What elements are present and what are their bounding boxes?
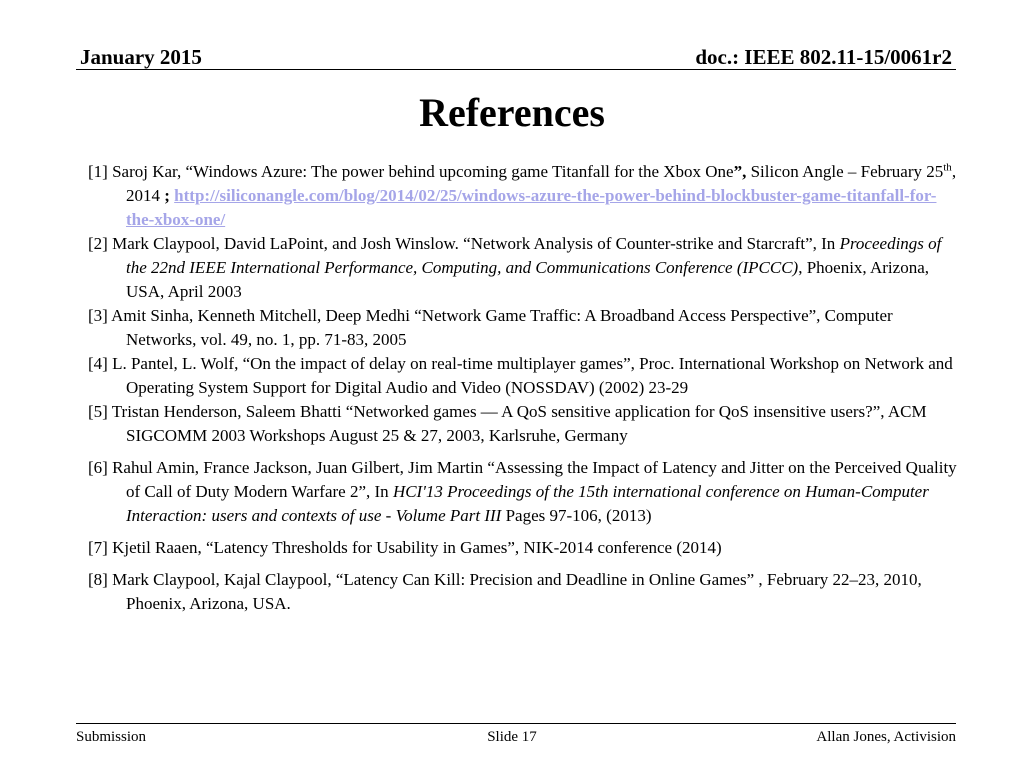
footer-divider — [76, 723, 956, 724]
reference-4: [4] L. Pantel, L. Wolf, “On the impact of delay on real-time multiplayer games”, Proc. International Workshop on Network and Operating System Support for Digital Audio and Video (NOSSDAV) (2002) 23-29 — [88, 354, 953, 397]
reference-6-text: [6] Rahul Amin, France Jackson, Juan Gilbert, Jim Martin “Assessing the Impact of Latency and Jitter on the Perceived Quality of Call of Duty Modern Warfare 2”, In — [88, 458, 957, 501]
reference-list — [88, 160, 958, 616]
reference-2 — [88, 232, 958, 304]
footer-submission: Submission — [76, 729, 147, 745]
slide-title: References — [419, 90, 605, 135]
reference-1-separator: ; — [164, 186, 170, 205]
reference-1-text: [1] Saroj Kar, “Windows Azure: The power behind upcoming game Titanfall for the Xbox One — [88, 162, 734, 181]
footer-slide-number: Slide 17 — [487, 729, 537, 745]
footer-author: Allan Jones, Activision — [816, 729, 956, 745]
reference-3: [3] Amit Sinha, Kenneth Mitchell, Deep Medhi “Network Game Traffic: A Broadband Access Perspective”, Computer Networks, vol. 49, no. 1, pp. 71-83, 2005 — [88, 306, 893, 349]
reference-7: [7] Kjetil Raaen, “Latency Thresholds for Usability in Games”, NIK-2014 conference (2014) — [88, 538, 722, 557]
reference-6-pages: Pages 97-106, (2013) — [501, 506, 652, 525]
reference-1-quote-close: ”, — [733, 162, 747, 181]
reference-2-venue: Proceedings of the 22nd IEEE International Performance, Computing, and Communications Conference (IPCCC) — [126, 234, 942, 277]
reference-1 — [88, 160, 958, 232]
reference-1-year: , 2014 — [126, 162, 957, 205]
reference-1-link[interactable]: http://siliconangle.com/blog/2014/02/25/windows-azure-the-power-behind-blockbuster-game-titanfall-for-the-xbox-one/ — [126, 186, 937, 229]
reference-8: [8] Mark Claypool, Kajal Claypool, “Latency Can Kill: Precision and Deadline in Online Games” , February 22–23, 2010, Phoenix, Arizona, USA. — [88, 570, 922, 613]
reference-2-text: [2] Mark Claypool, David LaPoint, and Josh Winslow. “Network Analysis of Counter-strike and Starcraft”, In — [88, 234, 840, 253]
reference-6 — [88, 456, 958, 528]
header-date: January 2015 — [80, 45, 202, 69]
header-divider — [76, 69, 956, 70]
reference-6-venue: HCI'13 Proceedings of the 15th international conference on Human-Computer Interaction: users and contexts of use - Volume Part III — [126, 482, 929, 525]
reference-5: [5] Tristan Henderson, Saleem Bhatti “Networked games — A QoS sensitive application for QoS insensitive users?”, ACM SIGCOMM 2003 Workshops August 25 & 27, 2003, Karlsruhe, Germany — [88, 402, 927, 445]
header-doc-id: doc.: IEEE 802.11-15/0061r2 — [695, 45, 952, 69]
reference-2-location: , Phoenix, Arizona, USA, April 2003 — [126, 258, 929, 301]
reference-1-ordinal: th — [943, 161, 952, 174]
reference-1-source: Silicon Angle – February 25 — [746, 162, 944, 181]
